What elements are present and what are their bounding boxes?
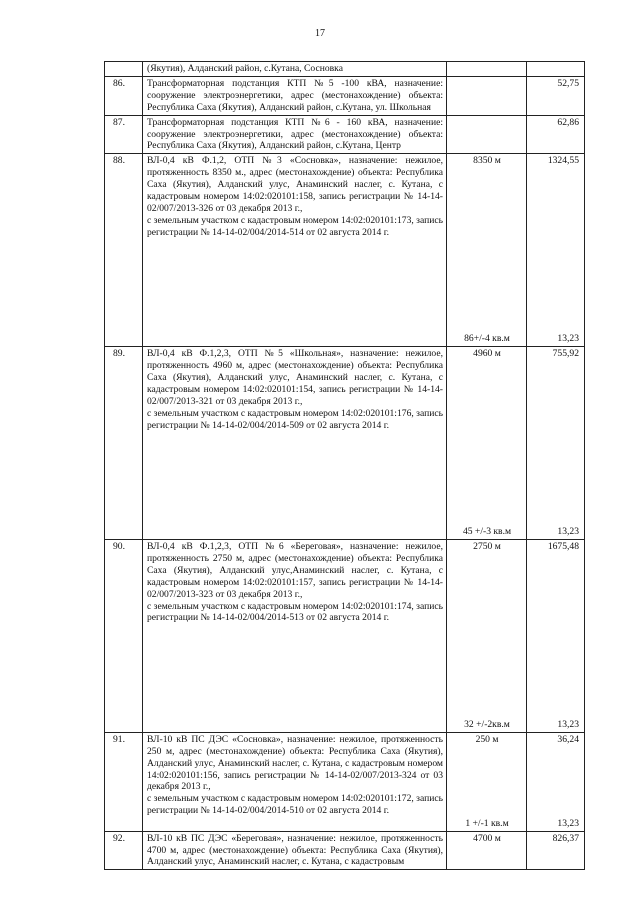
quantity-sub: 32 +/-2кв.м [464,718,510,730]
quantity-main: 4960 м [473,348,501,360]
quantity-cell [447,115,527,154]
row-number-cell: 92. [105,831,143,870]
quantity-cell [447,76,527,115]
continuation-row [105,62,585,77]
description-cell [143,62,447,77]
description-cell [143,115,447,154]
value-sub: 13,23 [557,526,579,538]
description-text: Трансформаторная подстанция КТП №5 -100 кВА, назначение: сооружение электроэнергетики, адрес (местонахождение) объекта: Республика Саха (Якутия), Алданский район, с.Кутана, ул. Школьная [147,77,443,113]
quantity-sub: 45 +/-3 кв.м [462,526,512,538]
quantity-cell [447,154,527,347]
description-text: ВЛ-0,4 кВ Ф.1,2,3, ОТП №5 «Школьная», назначение: нежилое, протяженность 4960 м, адрес (местонахождение) объекта: Республика Саха (Якутия), Алданский улус, Анаминский наслег, с. Кутана, с кадастровым номером 14:02:020101:154, запись регистрации № 14-14-02/007/2013-321 от 03 декабря 2013 г., [147,348,443,407]
table-row [105,154,585,347]
land-plot-text: с земельным участком с кадастровым номером 14:02:020101:172, запись регистрации № 14-14-02/004/2014-510 от 02 августа 2014 г. [147,793,443,817]
quantity-main: 2750 м [473,540,501,552]
value-main: 755,92 [552,348,579,360]
value-main: 1675,48 [547,540,579,552]
description-text: Трансформаторная подстанция КТП №6 - 160 кВА, назначение: сооружение электроэнергетики, адрес (местонахождение) объекта: Республика Саха (Якутия), Алданский район, с.Кутана, Центр [147,116,443,152]
row-number-cell: 91. [105,732,143,831]
value-sub: 13,23 [557,333,579,345]
property-registry-table [104,61,585,870]
value-sub: 13,23 [557,817,579,829]
value-cell [527,154,585,347]
description-text: ВЛ-0,4 кВ Ф.1,2, ОТП №3 «Сосновка», назначение: нежилое, протяженность 8350 м., адрес (местонахождение) объекта: Республика Саха (Якутия), Алданский улус, Анаминский наслег, с. Кутана, с кадастровым номером 14:02:020101:158, запись регистрации № 14-14-02/007/2013-326 от 03 декабря 2013 г., [147,155,443,214]
land-plot-text: с земельным участком с кадастровым номером 14:02:020101:173, запись регистрации № 14-14-02/004/2014-514 от 02 августа 2014 г. [147,214,443,238]
quantity-cell [447,732,527,831]
value-cell [527,347,585,540]
description-cell [143,347,447,540]
table-row [105,347,585,540]
row-number-cell: 88. [105,154,143,347]
table-row [105,115,585,154]
description-text: (Якутия), Алданский район, с.Кутана, Сосновка [147,63,343,74]
table-row [105,539,585,732]
value-cell [527,115,585,154]
quantity-cell [447,62,527,77]
row-number-cell: 87. [105,115,143,154]
quantity-main: 250 м [475,733,499,745]
value-cell [527,539,585,732]
row-number-cell: 90. [105,539,143,732]
quantity-sub: 86+/-4 кв.м [464,333,510,345]
row-number-cell [105,62,143,77]
value-cell [527,831,585,870]
description-cell [143,831,447,870]
page-number: 17 [315,28,325,39]
row-number-cell: 86. [105,76,143,115]
quantity-cell [447,347,527,540]
quantity-cell [447,831,527,870]
value-main: 826,37 [552,832,579,844]
value-main: 62,86 [557,116,579,128]
quantity-sub: 1 +/-1 кв.м [465,817,509,829]
land-plot-text: с земельным участком с кадастровым номером 14:02:020101:176, запись регистрации № 14-14-02/004/2014-509 от 02 августа 2014 г. [147,407,443,431]
quantity-main: 4700 м [473,832,501,844]
description-cell [143,154,447,347]
value-cell [527,732,585,831]
description-cell [143,732,447,831]
quantity-cell [447,539,527,732]
description-cell [143,539,447,732]
value-sub: 13,23 [557,718,579,730]
value-main: 36,24 [557,733,579,745]
table-row [105,831,585,870]
value-cell [527,62,585,77]
quantity-main: 8350 м [473,155,501,167]
value-main: 52,75 [557,77,579,89]
land-plot-text: с земельным участком с кадастровым номером 14:02:020101:174, запись регистрации № 14-14-02/004/2014-513 от 02 августа 2014 г. [147,600,443,624]
table-row [105,76,585,115]
description-text: ВЛ-10 кВ ПС ДЭС «Береговая», назначение: нежилое, протяженность 4700 м, адрес (местонахождение) объекта: Республика Саха (Якутия), Алданский улус, Анаминский наслег, с. Кутана, с кадастровым [147,832,443,868]
table-row [105,732,585,831]
value-cell [527,76,585,115]
description-cell [143,76,447,115]
description-text: ВЛ-10 кВ ПС ДЭС «Сосновка», назначение: нежилое, протяженность 250 м, адрес (местонахождение) объекта: Республика Саха (Якутия), Алданский улус, Анаминский наслег, с. Кутана, с кадастровым номером 14:02:020101:156, запись регистрации № 14-14-02/007/2013-324 от 03 декабря 2013 г., [147,733,443,793]
row-number-cell: 89. [105,347,143,540]
description-text: ВЛ-0,4 кВ Ф.1,2,3, ОТП №6 «Береговая», назначение: нежилое, протяженность 2750 м, адрес (местонахождение) объекта: Республика Саха (Якутия), Алданский улус,Анаминский наслег, с. Кутана, с кадастровым номером 14:02:020101:157, запись регистрации № 14-14-02/007/2013-323 от 03 декабря 2013 г., [147,540,443,600]
value-main: 1324,55 [547,155,579,167]
